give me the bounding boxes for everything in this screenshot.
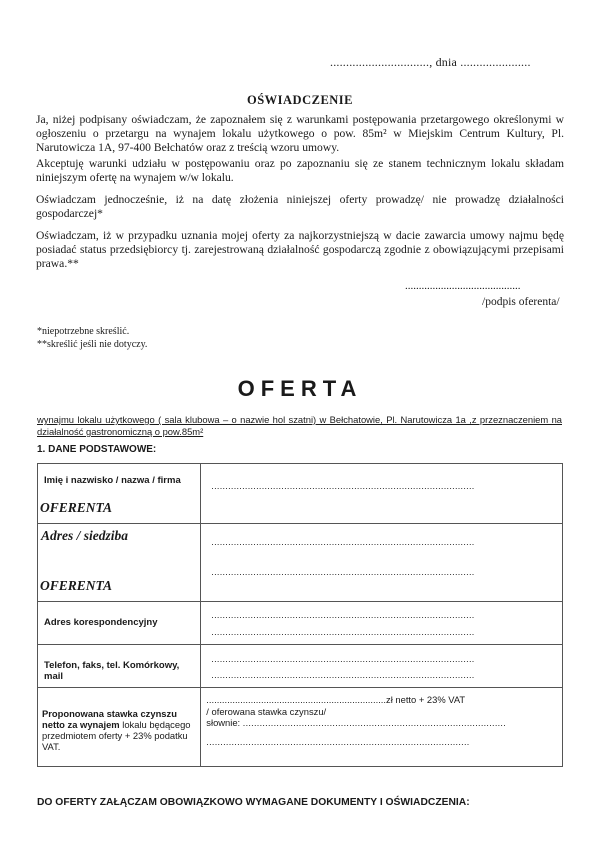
footnote-1: *niepotrzebne skreślić. [37,326,130,337]
phone-field-dotline-1[interactable]: .............................................................................................. [211,654,475,664]
declaration-paragraph-1: Ja, niżej podpisany oświadczam, że zapoznałem się z warunkami postępowania przetargowego określonymi w ogłoszeniu o przetargu na wynajem lokalu użytkowego o pow. 85m² w Miejskim Centrum Kultury, Pl. Narutowicza 1A, 97-400 Bełchatów oraz z treścią wzoru umowy. [36,113,564,154]
signature-line: .......................................... [405,280,521,292]
declaration-title: OŚWIADCZENIE [246,93,354,107]
phone-label-cell [38,645,201,688]
signature-label: /podpis oferenta/ [482,296,560,308]
attachments-heading: DO OFERTY ZAŁĄCZAM OBOWIĄZKOWO WYMAGANE DOKUMENTY I OŚWIADCZENIA: [37,797,470,808]
rent-label-cell [38,688,201,767]
phone-field-dotline-2[interactable]: .............................................................................................. [211,670,475,680]
place-date-line: ..............................., dnia ...................... [330,55,531,69]
address-label: Adres / siedziba [41,528,129,543]
rent-field-cell[interactable] [201,688,563,767]
rent-words-label: / oferowana stawka czynszu/ [206,706,327,717]
correspondence-label-cell [38,602,201,645]
footnote-2: **skreślić jeśli nie dotyczy. [37,339,148,350]
offer-form-table [37,463,563,767]
declaration-paragraph-4: Oświadczam, iż w przypadku uznania mojej oferty za najkorzystniejszą w dacie zawarcia umowy najmu będę posiadać status przedsiębiorcy tj. zarejestrowaną działalność gospodarczą zgodnie z obowiązującymi przepisami prawa.** [36,229,564,270]
section-basic-data-heading: 1. DANE PODSTAWOWE: [37,444,157,455]
rent-words-prefix: słownie: [206,717,241,728]
name-label: Imię i nazwisko / nazwa / firma [44,475,181,486]
declaration-paragraph-2: Akceptuję warunki udziału w postępowaniu oraz po zapoznaniu się ze stanem technicznym lokalu składam niniejszym ofertę na wynajem w/w lokalu. [36,157,564,184]
oferenta-label-2: OFERENTA [40,578,113,593]
rent-value[interactable]: .....................................................................zł netto + 23% VAT [206,694,466,705]
oferenta-label-1: OFERENTA [40,500,113,515]
offer-subject: wynajmu lokalu użytkowego ( sala klubowa – o nazwie hol szatni) w Bełchatowie, Pl. Narutowicza 1a ,z przeznaczeniem na działalność gastronomiczną o pow.85m² [37,414,562,437]
table-row [38,602,563,645]
correspondence-field-dotline-2[interactable]: .............................................................................................. [211,627,475,637]
rent-label [38,688,200,752]
correspondence-field-dotline-1[interactable]: .............................................................................................. [211,610,475,620]
name-field-dotline[interactable]: .............................................................................................. [211,481,475,491]
correspondence-label: Adres korespondencyjny [44,617,158,628]
correspondence-field-cell[interactable] [201,602,563,645]
rent-label-bold: Proponowana stawka czynszu netto za wynajem [42,708,177,730]
table-row [38,645,563,688]
address-field-dotline-1[interactable]: .............................................................................................. [211,537,475,547]
phone-label: Telefon, faks, tel. Komórkowy, mail [44,660,180,682]
rent-label-rest: lokalu będącego przedmiotem oferty + 23% podatku VAT. [42,719,191,752]
name-field-cell[interactable] [201,464,563,524]
table-row [38,688,563,767]
address-field-dotline-2[interactable]: .............................................................................................. [211,567,475,577]
table-row [38,464,563,524]
rent-words-row[interactable] [201,717,562,729]
address-label-cell [38,524,201,602]
address-field-cell[interactable] [201,524,563,602]
rent-words-dotline-2[interactable]: .............................................................................................. [206,737,470,747]
name-label-cell [38,464,201,524]
table-row [38,524,563,602]
offer-title: OFERTA [237,376,363,401]
phone-field-cell[interactable] [201,645,563,688]
declaration-paragraph-3: Oświadczam jednocześnie, iż na datę złożenia niniejszej oferty prowadzę/ nie prowadzę działalności gospodarczej* [36,193,564,220]
rent-words-dotline[interactable]: .............................................................................................. [242,718,507,728]
